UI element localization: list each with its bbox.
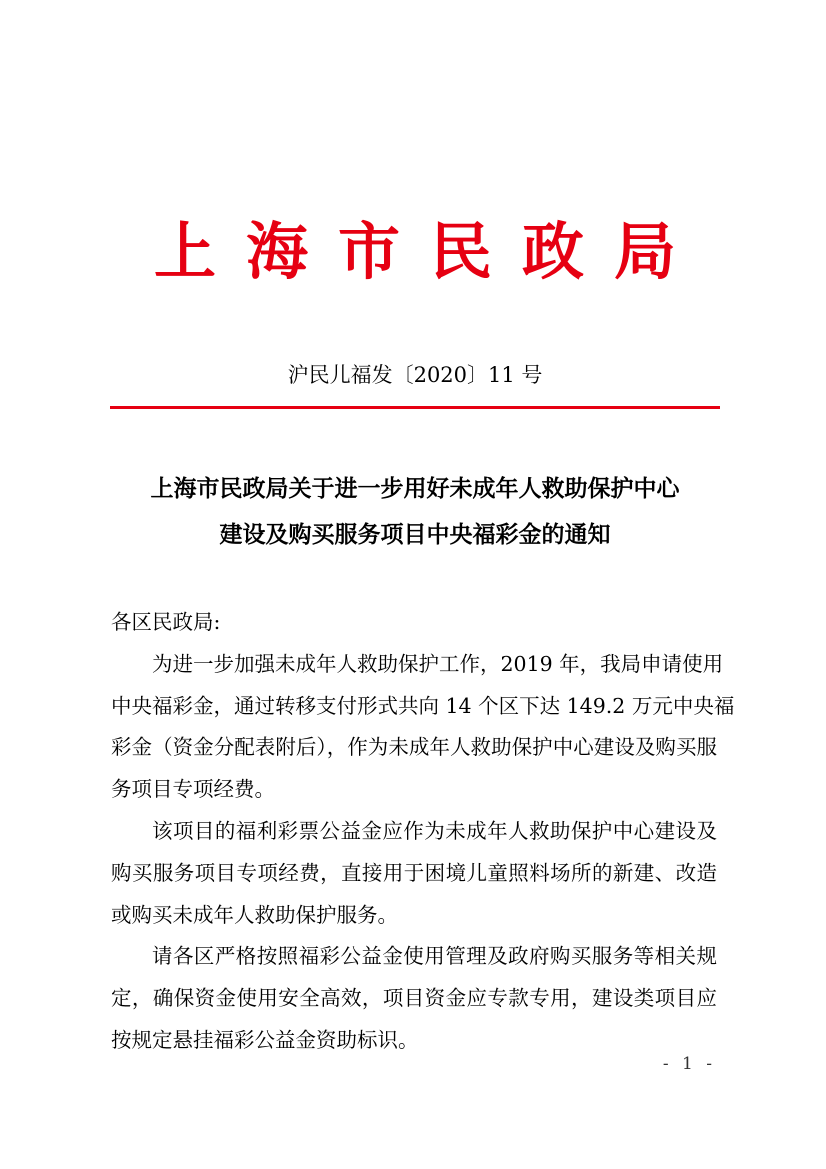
text-line: 定，确保资金使用安全高效，项目资金应专款专用，建设类项目应 — [111, 986, 717, 1011]
text-line: 购买服务项目专项经费，直接用于困境儿童照料场所的新建、改造 — [111, 860, 717, 885]
issuing-organization: 上海市民政局 — [153, 215, 706, 288]
document-number: 沪民儿福发〔2020〕11 号 — [287, 363, 543, 387]
text-line: 请各区严格按照福彩公益金使用管理及政府购买服务等相关规 — [152, 944, 717, 969]
text-line: 按规定悬挂福彩公益金资助标识。 — [111, 1027, 419, 1052]
text-line: 或购买未成年人救助保护服务。 — [111, 902, 398, 927]
salutation: 各区民政局: — [111, 610, 221, 634]
document-title-line-2: 建设及购买服务项目中央福彩金的通知 — [219, 521, 611, 548]
paragraph-3 — [111, 940, 717, 1065]
text-line: 彩金（资金分配表附后），作为未成年人救助保护中心建设及购买服 — [111, 735, 717, 760]
red-divider — [110, 406, 720, 409]
paragraph-1 — [111, 648, 735, 815]
text-line: 务项目专项经费。 — [111, 777, 275, 802]
document-body — [111, 606, 735, 1066]
document-title-line-1: 上海市民政局关于进一步用好未成年人救助保护中心 — [150, 475, 680, 502]
paragraph-2 — [111, 815, 717, 940]
text-line: 该项目的福利彩票公益金应作为未成年人救助保护中心建设及 — [152, 818, 717, 843]
page-number: - 1 - — [662, 1054, 716, 1074]
text-line: 中央福彩金，通过转移支付形式共向 14 个区下达 149.2 万元中央福 — [111, 693, 735, 718]
text-line: 为进一步加强未成年人救助保护工作，2019 年，我局申请使用 — [152, 651, 724, 676]
